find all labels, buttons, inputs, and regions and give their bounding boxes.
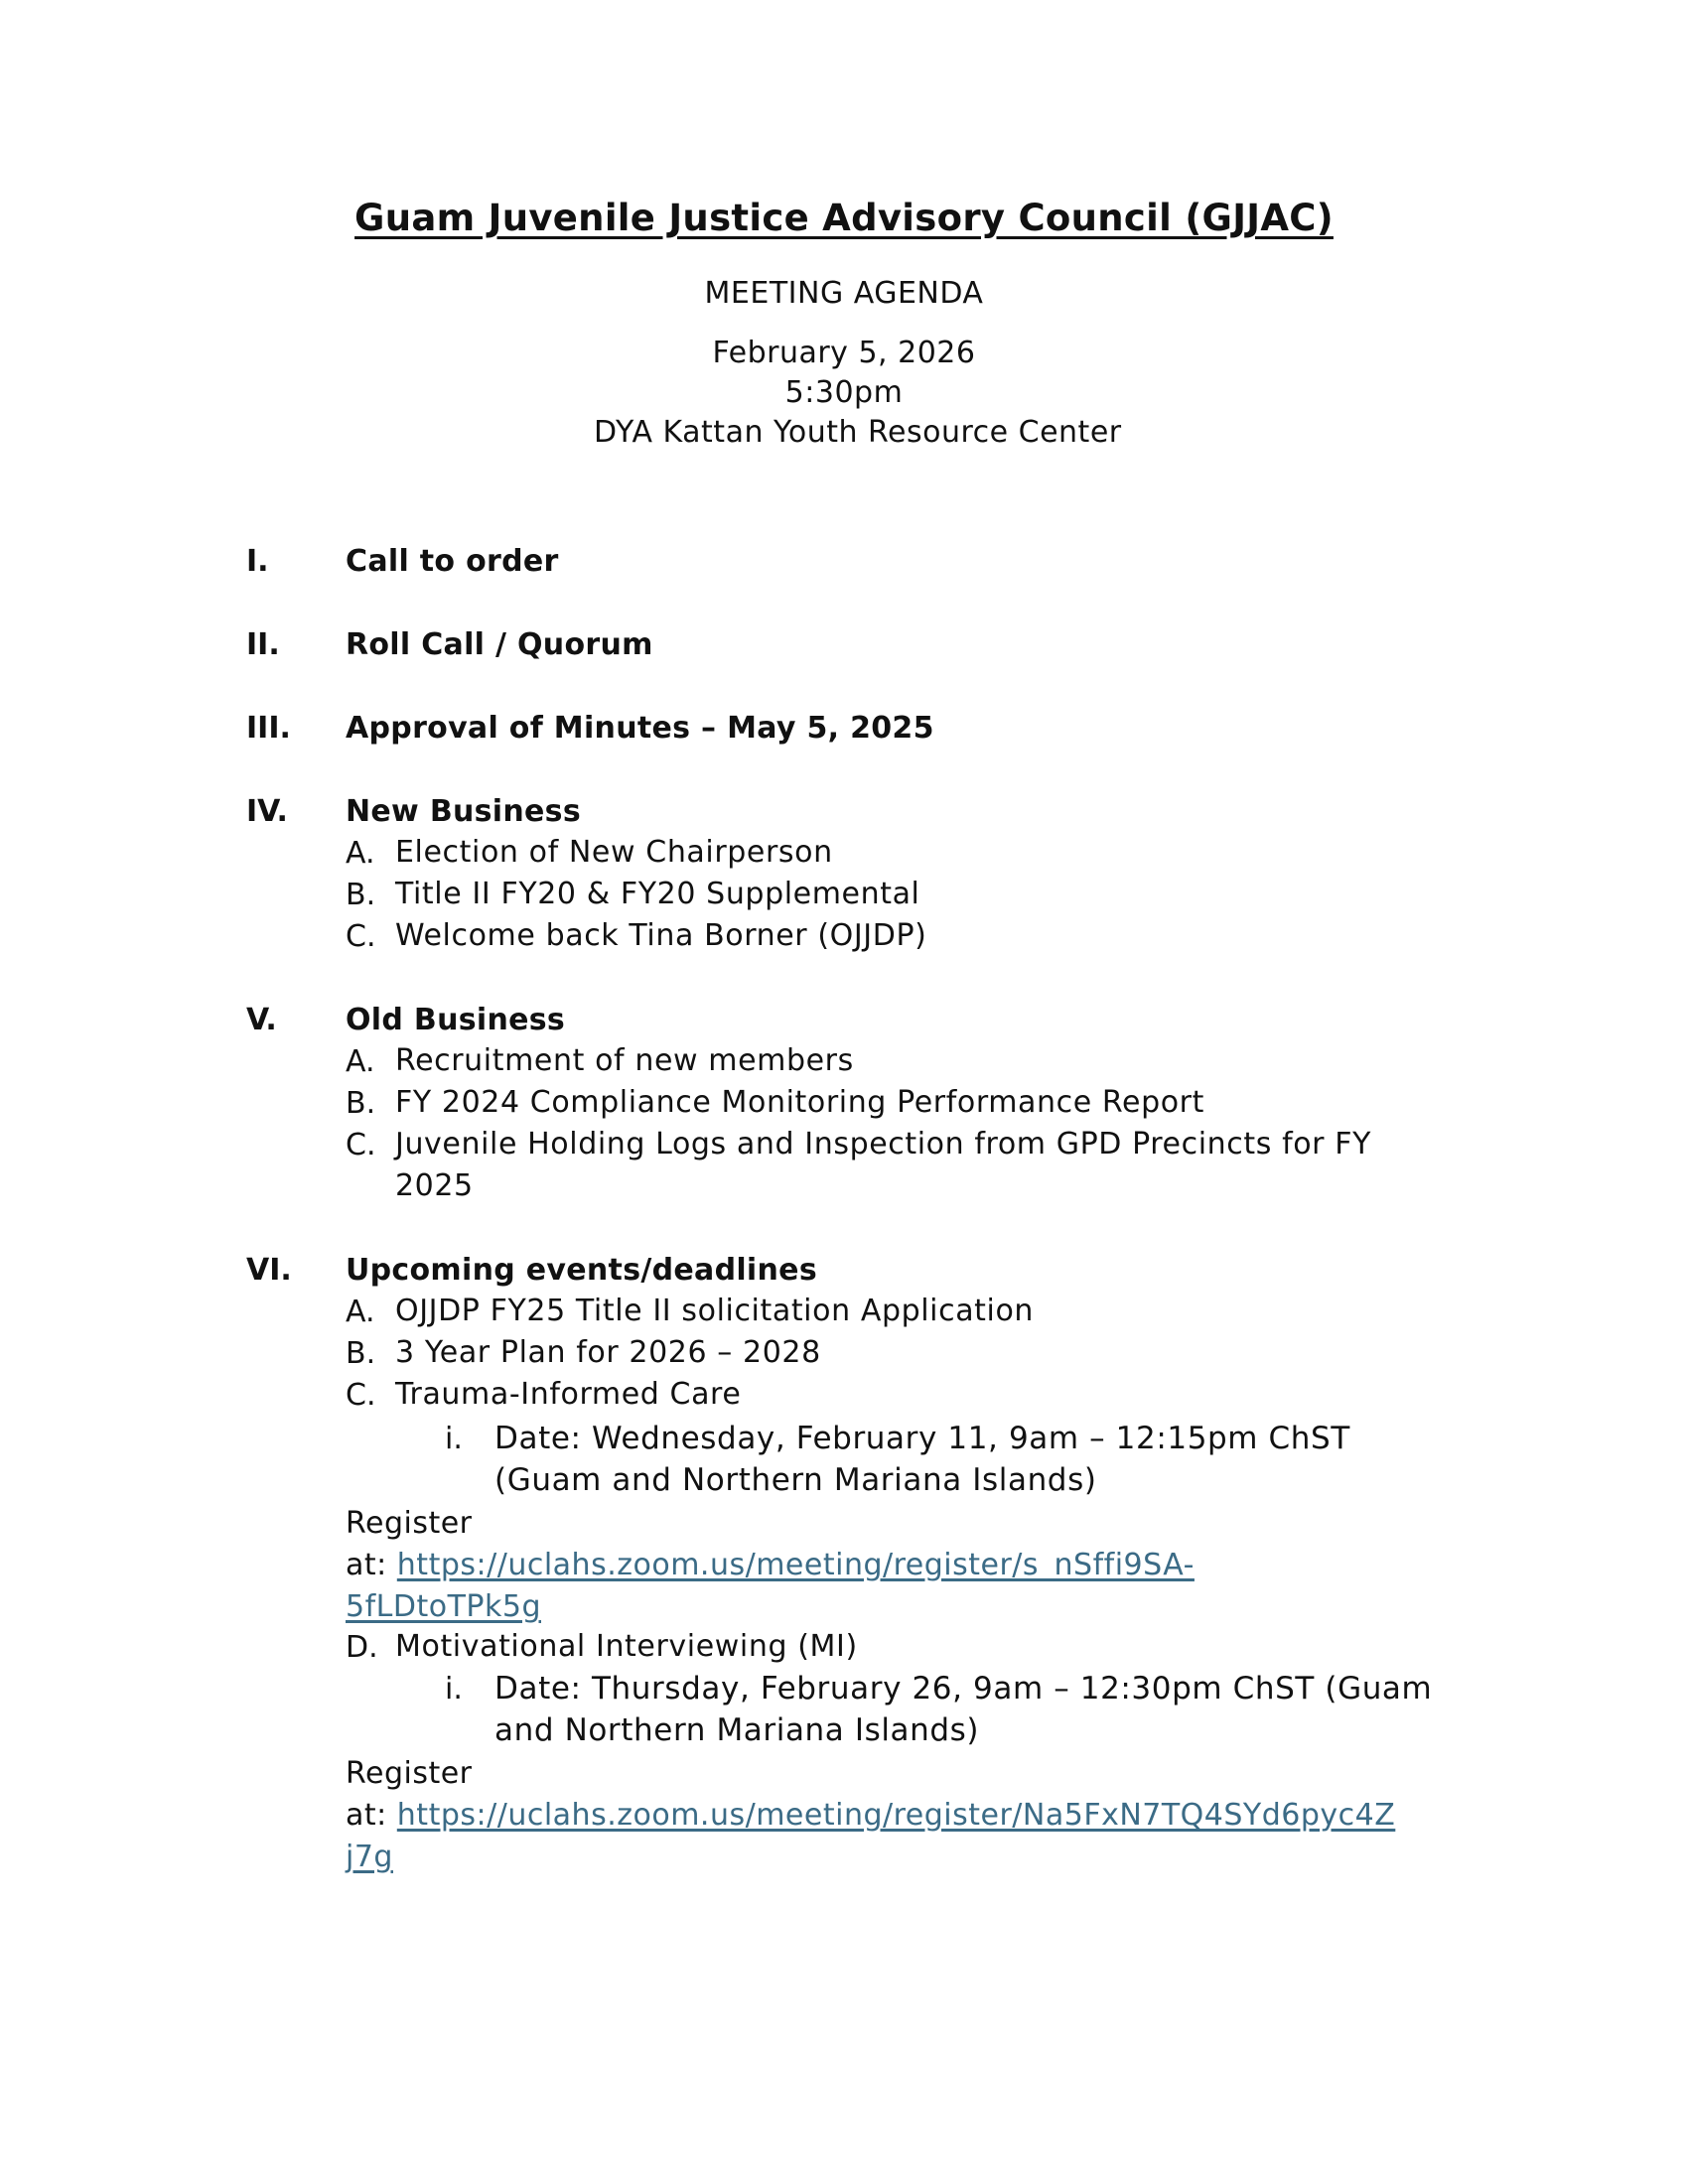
agenda-item: Juvenile Holding Logs and Inspection from GPD Precincts for FY bbox=[395, 1127, 1372, 1161]
section-title-approval-of-minutes: Approval of Minutes – May 5, 2025 bbox=[346, 711, 934, 746]
agenda-item: FY 2024 Compliance Monitoring Performance Report bbox=[395, 1085, 1204, 1120]
meeting-time: 5:30pm bbox=[784, 375, 904, 410]
item-letter: A. bbox=[346, 836, 375, 871]
agenda-item: Welcome back Tina Borner (OJJDP) bbox=[395, 918, 927, 953]
register-prefix: at: bbox=[346, 1548, 397, 1582]
section-title-new-business: New Business bbox=[346, 794, 581, 829]
meeting-date: February 5, 2026 bbox=[712, 336, 976, 370]
register-label: Register bbox=[346, 1756, 473, 1791]
document-title: Guam Juvenile Justice Advisory Council (GJJAC) bbox=[354, 197, 1334, 239]
event-date-continued: (Guam and Northern Mariana Islands) bbox=[494, 1462, 1097, 1498]
section-title-call-to-order: Call to order bbox=[346, 544, 559, 579]
item-letter: A. bbox=[346, 1044, 375, 1079]
section-number: IV. bbox=[246, 794, 288, 829]
section-title-old-business: Old Business bbox=[346, 1003, 566, 1037]
item-letter: B. bbox=[346, 1086, 376, 1121]
agenda-item: Recruitment of new members bbox=[395, 1043, 854, 1078]
section-number: III. bbox=[246, 711, 291, 746]
register-prefix: at: bbox=[346, 1798, 397, 1833]
sub-item-number: i. bbox=[445, 1672, 463, 1706]
registration-link-motivational-interviewing[interactable]: https://uclahs.zoom.us/meeting/register/Na5FxN7TQ4SYd6pyc4Z bbox=[396, 1798, 1396, 1833]
register-line bbox=[346, 1545, 1195, 1586]
register-line bbox=[346, 1795, 1395, 1837]
item-letter: B. bbox=[346, 1336, 376, 1371]
section-title-upcoming-events: Upcoming events/deadlines bbox=[346, 1253, 817, 1288]
section-number: II. bbox=[246, 627, 280, 662]
sub-item-number: i. bbox=[445, 1422, 463, 1456]
agenda-item: OJJDP FY25 Title II solicitation Application bbox=[395, 1294, 1035, 1328]
agenda-item-continued: 2025 bbox=[395, 1168, 474, 1203]
agenda-item: Title II FY20 & FY20 Supplemental bbox=[395, 877, 920, 911]
item-letter: B. bbox=[346, 878, 376, 912]
section-number: V. bbox=[246, 1003, 277, 1037]
event-date: Date: Wednesday, February 11, 9am – 12:15pm ChST bbox=[494, 1421, 1350, 1456]
agenda-heading: MEETING AGENDA bbox=[704, 276, 984, 311]
item-letter: D. bbox=[346, 1630, 378, 1665]
event-date: Date: Thursday, February 26, 9am – 12:30pm ChST (Guam bbox=[494, 1671, 1433, 1706]
agenda-item: Election of New Chairperson bbox=[395, 835, 833, 870]
agenda-item: 3 Year Plan for 2026 – 2028 bbox=[395, 1335, 821, 1370]
meeting-location: DYA Kattan Youth Resource Center bbox=[594, 415, 1122, 450]
item-letter: C. bbox=[346, 919, 376, 954]
event-date-continued: and Northern Mariana Islands) bbox=[494, 1712, 980, 1748]
section-title-roll-call: Roll Call / Quorum bbox=[346, 627, 653, 662]
agenda-item: Motivational Interviewing (MI) bbox=[395, 1629, 858, 1664]
registration-link-motivational-interviewing-continued[interactable]: j7g bbox=[346, 1840, 393, 1874]
registration-link-trauma-care-continued[interactable]: 5fLDtoTPk5g bbox=[346, 1589, 541, 1624]
item-letter: C. bbox=[346, 1378, 376, 1413]
register-label: Register bbox=[346, 1506, 473, 1541]
agenda-item: Trauma-Informed Care bbox=[395, 1377, 742, 1412]
registration-link-trauma-care[interactable]: https://uclahs.zoom.us/meeting/register/s_nSffi9SA- bbox=[396, 1548, 1195, 1582]
section-number: VI. bbox=[246, 1253, 292, 1288]
item-letter: C. bbox=[346, 1128, 376, 1162]
item-letter: A. bbox=[346, 1295, 375, 1329]
section-number: I. bbox=[246, 544, 269, 579]
